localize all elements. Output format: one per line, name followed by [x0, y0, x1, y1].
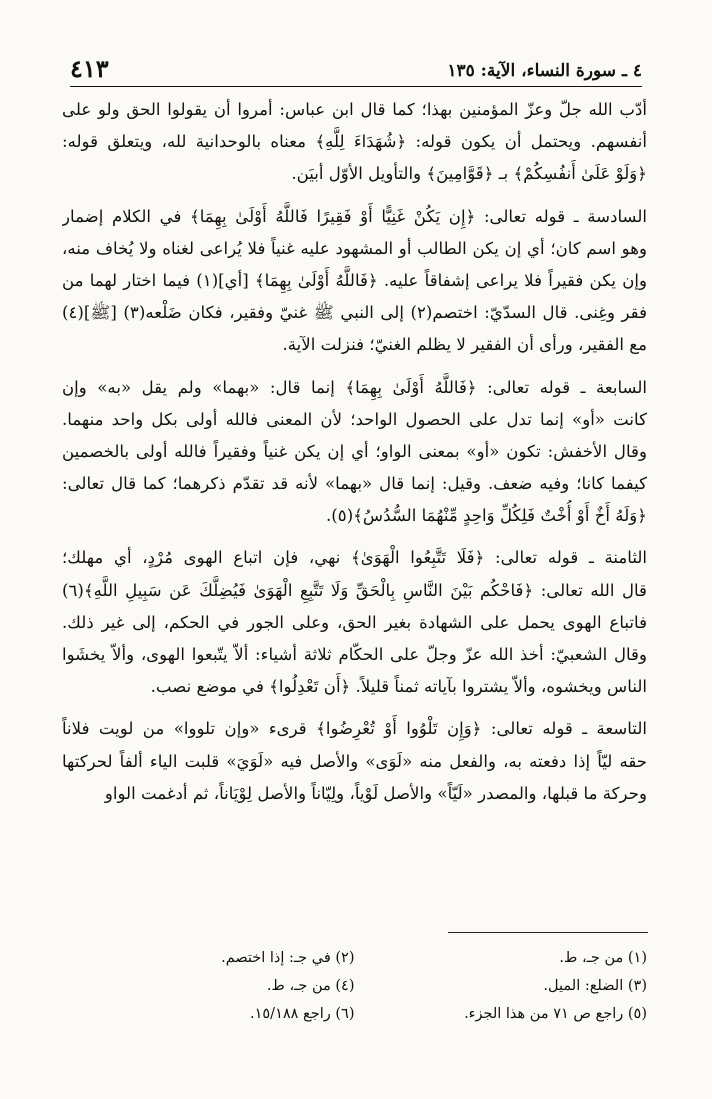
text-line: الناس ويخشوه، وألاّ يشتروا بآياته ثمناً قليلاً. ﴿أَن تَعْدِلُوا﴾ في موضع نصب.	[150, 677, 647, 697]
running-title: ٤ ـ سورة النساء، الآية: ١٣٥	[447, 61, 642, 81]
footnote: (٦) راجع ١٥/١٨٨.	[250, 1006, 355, 1022]
text-line: السادسة ـ قوله تعالى: ﴿إِن يَكُنْ غَنِيًّا أَوْ فَقِيرًا فَاللَّهُ أَوْلَىٰ بِهِمَا﴾ في الكلام إضمار	[62, 206, 647, 226]
footnote-separator	[448, 932, 648, 933]
text-line: ﴿وَلَهُ أَخٌ أَوْ أُخْتٌ فَلِكُلِّ وَاحِدٍ مِّنْهُمَا السُّدُسُ﴾(٥).	[326, 506, 647, 526]
paragraph-gap	[62, 362, 647, 372]
text-line: وهو اسم كان؛ أي إن يكن الطالب أو المشهود عليه غنياً فلا يُراعى لغناه ولا يُخاف منه،	[62, 238, 647, 258]
text-line: وقال الشعبيّ: أخذ الله عزّ وجلّ على الحكّام ثلاثة أشياء: ألاّ يتّبعوا الهوى، وألاّ يخشَوا	[62, 645, 647, 664]
footnote: (٤) من جـ، ط.	[266, 978, 355, 994]
footnotes	[62, 944, 647, 1028]
text-line: السابعة ـ قوله تعالى: ﴿فَاللَّهُ أَوْلَىٰ بِهِمَا﴾ إنما قال: «بهما» ولم يقل «به» وإن	[62, 377, 647, 397]
paragraph-gap	[62, 191, 647, 201]
text-line: قال الله تعالى: ﴿فَاحْكُم بَيْنَ النَّاسِ بِالْحَقِّ وَلَا تَتَّبِعِ الْهَوَىٰ فَيُضِلَّكَ عَن سَبِيلِ اللَّهِ﴾(٦)	[62, 580, 647, 600]
text-line: فقر وغِنى. قال السدّيّ: اختصم(٢) إلى النبي ﷺ غنيّ وفقير، فكان ضَلْعه(٣) [ﷺ](٤)	[62, 303, 647, 323]
page-header	[70, 52, 642, 87]
text-line: ﴿وَلَوْ عَلَىٰ أَنفُسِكُمْ﴾ بـ ﴿قَوَّامِينَ﴾ والتأويل الأوّل أبيَن.	[291, 164, 647, 184]
text-line: التاسعة ـ قوله تعالى: ﴿وَإِن تَلْوُوا أَوْ تُعْرِضُوا﴾ قرىء «وإن تلووا» من لويت فلاناً	[62, 719, 647, 739]
footnote-row	[62, 1000, 647, 1028]
text-line: وقال الأخفش: تكون «أو» بمعنى الواو؛ أي إن يكن غنياً وفقيراً فالله أولى بالخصمين	[62, 441, 647, 461]
footnote: (١) من جـ، ط.	[559, 950, 647, 966]
page-number: ٤١٣	[70, 54, 109, 83]
text-line: كانت «أو» إنما تدل على الحصول الواحد؛ لأن المعنى فالله أولى بكل واحد منهما.	[62, 409, 647, 429]
text-line: وإن يكن فقيراً فلا يراعى إشفاقاً عليه. ﴿فَاللَّهُ أَوْلَىٰ بِهِمَا﴾ [أي](١) فيما اختار لهما من	[62, 270, 647, 290]
text-line: حقه ليّاً إذا دفعته به، والفعل منه «لَوَى» والأصل فيه «لَوَيَ» قلبت الياء ألفاً لحركتها	[62, 751, 647, 771]
text-line: أدّب الله جلّ وعزّ المؤمنين بهذا؛ كما قال ابن عباس: أمروا أن يقولوا الحق ولو على	[62, 100, 647, 119]
footnote-row	[62, 944, 647, 972]
text-line: أنفسهم. ويحتمل أن يكون قوله: ﴿شُهَدَاءَ لِلَّهِ﴾ معناه بالوحدانية لله، ويتعلق قوله:	[62, 132, 647, 152]
paragraph-gap	[62, 532, 647, 542]
paragraph-gap	[62, 703, 647, 713]
main-text	[62, 94, 647, 810]
text-line: فاتباع الهوى يحمل على الشهادة بغير الحق، وعلى الجور في الحكم، إلى غير ذلك.	[62, 612, 647, 632]
footnote: (٢) في جـ: إذا اختصم.	[221, 950, 355, 966]
footnote: (٥) راجع ص ٧١ من هذا الجزء.	[464, 1006, 647, 1022]
text-line: مع الفقير، ورأى أن الفقير لا يظلم الغنيّ؛ فنزلت الآية.	[282, 335, 647, 355]
footnote-row	[62, 972, 647, 1000]
footnote: (٣) الضلع: الميل.	[543, 978, 647, 994]
text-line: وحركة ما قبلها، والمصدر «لَيّاً» والأصل لَوْياً، ولِيّاناً والأصل لِوْيَاناً، ثم أدغمت الواو	[104, 783, 647, 803]
text-line: كيفما كانا؛ وفيه ضعف. وقيل: إنما قال «بهما» لأنه قد تقدّم ذكرهما؛ كما قال تعالى:	[62, 474, 647, 494]
text-line: الثامنة ـ قوله تعالى: ﴿فَلَا تَتَّبِعُوا الْهَوَىٰ﴾ نهي، فإن اتباع الهوى مُرْدٍ، أي مهلك؛	[62, 548, 647, 568]
